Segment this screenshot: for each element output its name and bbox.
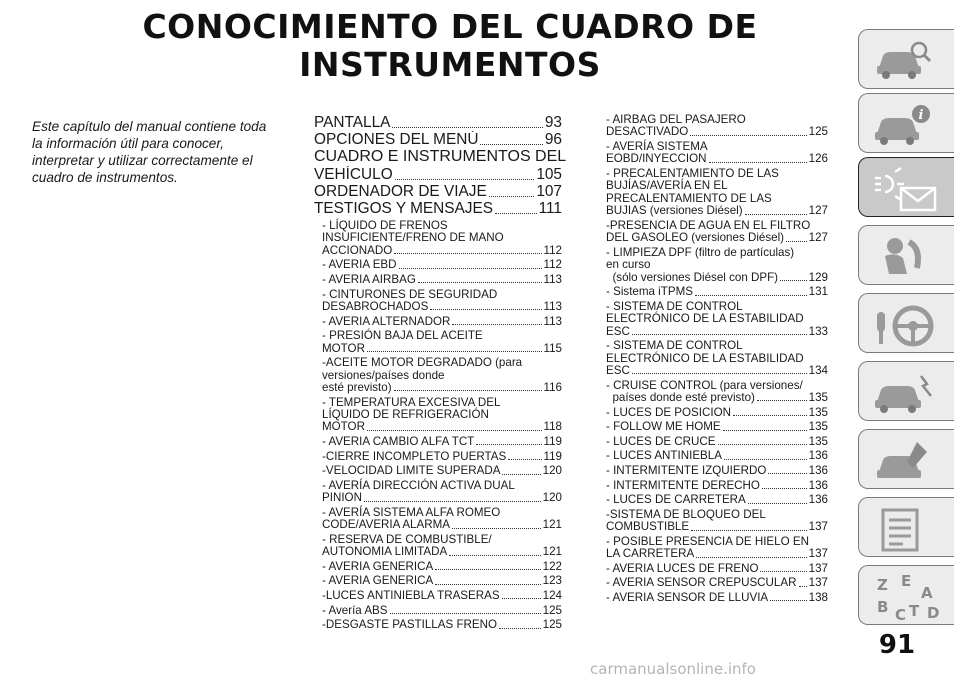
toc-page-number: 127 [808,232,828,245]
toc-entry-label: TESTIGOS Y MENSAJES [314,200,494,217]
toc-entry-label: - Sistema iTPMS [606,286,693,299]
dot-leader [632,373,807,374]
toc-entry-label: - LUCES DE CARRETERA [606,494,746,507]
toc-page-number: 113 [543,301,562,313]
title-line-1: CONOCIMIENTO DEL CUADRO DE [142,7,758,46]
toc-entry-label: COMBUSTIBLE [606,521,690,534]
dot-leader [760,571,806,572]
tab-index[interactable] [858,565,954,625]
toc-page-number: 135 [808,435,828,448]
toc-page-number: 135 [808,421,828,434]
toc-page-number: 136 [808,494,828,507]
tab-knowing-car[interactable] [858,29,954,89]
dot-leader [418,282,542,283]
intro-line: la información útil para conocer, [32,136,224,151]
toc-entry[interactable] [606,114,828,139]
toc-entry[interactable] [322,561,562,573]
svg-text:D: D [927,604,940,622]
toc-entry[interactable] [322,605,562,617]
toc-page-number: 96 [544,131,562,148]
toc-page-number: 135 [808,406,828,419]
toc-entry[interactable] [606,286,828,298]
dot-leader [502,474,540,475]
toc-entry-label: - AVERÍA CAMBIO ALFA TCT [322,436,475,448]
tab-emergency[interactable] [858,361,954,421]
toc-entry-text: - CINTURONES DE SEGURIDAD [322,287,498,301]
dot-leader [799,586,807,587]
toc-entry-text: BUJÍAS/AVERÍA EN EL [606,179,728,193]
toc-entry-label: -DESGASTE PASTILLAS FRENO [322,619,498,632]
toc-entry-label: - AVERÍA SENSOR DE LLUVIA [606,591,769,604]
toc-entry-label: -LUCES ANTINIEBLA TRASERAS [322,589,500,602]
dot-leader [780,280,807,281]
svg-text:E: E [901,574,912,590]
toc-entry-label: - INTERMITENTE DERECHO [606,479,760,492]
toc-entry[interactable] [606,465,828,477]
toc-page-number: 136 [808,465,828,477]
toc-entry-label: - AVERÍA ALTERNADOR [322,315,451,328]
toc-entry-label: CODE/AVERÍA ALARMA [322,519,450,532]
toc-page-number: 121 [542,519,562,532]
toc-entry[interactable] [606,480,828,492]
toc-subsections-2 [606,114,828,604]
toc-main-sections [314,114,567,217]
intro-line: Este capítulo del manual contiene toda [32,119,267,134]
toc-entry-label: VEHÍCULO [314,166,393,183]
dot-leader [430,309,541,310]
toc-entry-text: - SISTEMA DE CONTROL [606,339,743,353]
dot-leader [695,295,807,296]
dot-leader [718,444,807,445]
page-title [60,8,840,84]
toc-entry-text: - POSIBLE PRESENCIA DE HIELO EN [606,534,809,548]
car-info-icon [873,102,933,146]
toc-entry-text: en curso [606,258,651,272]
dot-leader [724,459,807,460]
toc-page-number: 133 [808,325,828,338]
toc-page-number: 125 [542,604,562,617]
toc-entry[interactable] [606,141,828,166]
toc-entry-text: INSUFICIENTE/FRENO DE MANO [322,231,504,245]
steering-key-icon [873,302,937,350]
svg-text:Z: Z [877,576,888,594]
toc-entry[interactable] [314,114,562,131]
dot-leader [709,162,807,163]
dot-leader [435,584,540,585]
dot-leader [757,400,807,401]
toc-entry-label: - LUCES DE CRUCE [606,435,716,448]
toc-page-number: 136 [808,450,828,463]
dot-leader [696,557,806,558]
dot-leader [768,473,806,474]
tab-dashboard[interactable] [858,157,954,217]
toc-entry-text: - AIRBAG DEL PASAJERO [606,113,746,126]
toc-entry-label: MOTOR [322,421,365,434]
car-search-icon [873,38,933,82]
toc-entry-text: - SISTEMA DE CONTROL [606,299,743,313]
toc-entry[interactable] [322,575,562,587]
toc-entry-text: - AVERÍA SISTEMA ALFA ROMEO [322,505,501,519]
toc-page-number: 127 [808,205,828,218]
dot-leader [395,179,535,180]
dashboard-lights-icon [873,166,939,214]
dot-leader [367,351,542,352]
toc-entry[interactable] [606,592,828,604]
toc-column-1 [314,114,567,634]
dot-leader [392,127,542,128]
toc-entry-label: MOTOR [322,342,365,355]
toc-page-number: 119 [543,450,562,463]
toc-page-number: 125 [808,126,828,139]
toc-entry-text: - PRESIÓN BAJA DEL ACEITE [322,329,483,343]
dot-leader [762,488,807,489]
toc-page-number: 137 [808,562,828,575]
intro-paragraph [32,118,304,186]
toc-page-number: 137 [808,521,828,534]
toc-entry-text: - LÍQUIDO DE FRENOS [322,219,448,232]
svg-text:T: T [909,602,920,620]
toc-entry[interactable] [606,168,828,218]
toc-entry[interactable] [606,220,828,245]
toc-entry[interactable] [322,330,562,355]
toc-page-number: 126 [808,153,828,166]
dot-leader [786,241,807,242]
toc-entry-label: esté previsto) [322,382,392,394]
toc-page-number: 131 [808,286,828,299]
toc-entry-text: - AVERÍA DIRECCIÓN ACTIVA DUAL [322,478,515,492]
toc-entry-label: (sólo versiones Diésel con DPF) [606,271,779,284]
toc-page-number: 134 [808,365,828,378]
toc-entry-label: DEL GASÓLEO (versiones Diésel) [606,232,785,245]
dot-leader [499,628,541,629]
toc-page-number: 137 [808,577,828,590]
dot-leader [508,459,541,460]
toc-page-number: 93 [544,114,562,131]
specifications-list-icon [873,506,933,554]
toc-page-number: 136 [808,479,828,492]
dot-leader [452,324,541,325]
toc-entry[interactable] [314,200,562,217]
tab-starting-driving[interactable] [858,293,954,353]
toc-entry[interactable] [314,148,567,183]
toc-entry[interactable] [322,316,562,328]
toc-page-number: 112 [543,244,562,257]
toc-page-number: 113 [543,315,562,328]
tab-maintenance[interactable] [858,429,954,489]
toc-entry[interactable] [322,397,562,434]
toc-entry[interactable] [322,436,562,448]
toc-entry-label: DESACTIVADO [606,126,689,139]
toc-page-number: 120 [542,465,562,478]
toc-entry-text: - AVERÍA SISTEMA [606,140,708,153]
toc-entry-label: DESABROCHADOS [322,301,429,313]
toc-entry-label: - AVERÍA LUCES DE FRENO [606,562,759,575]
toc-entry[interactable] [322,289,562,314]
toc-page-number: 138 [808,591,828,604]
toc-entry-label: ACCIONADO [322,244,393,257]
alphabetical-index-icon [873,574,943,626]
toc-page-number: 113 [543,274,562,286]
dot-leader [632,334,807,335]
toc-entry[interactable] [322,274,562,286]
toc-entry[interactable] [314,131,562,148]
dot-leader [489,196,535,197]
toc-entry[interactable] [322,259,562,271]
toc-entry-label: - AVERÍA AIRBAG [322,274,416,286]
toc-entry[interactable] [606,563,828,575]
toc-entry-label: - INTERMITENTE IZQUIERDO [606,465,767,477]
wrench-car-icon [873,438,933,486]
toc-entry[interactable] [606,421,828,433]
dot-leader [502,598,541,599]
dot-leader [390,613,541,614]
toc-entry-label: - FOLLOW ME HOME [606,421,721,434]
dot-leader [435,569,540,570]
car-crash-icon [873,370,933,418]
dot-leader [690,135,806,136]
toc-page-number: 111 [538,200,562,217]
toc-entry[interactable] [606,509,828,534]
toc-entry[interactable] [322,507,562,532]
toc-entry[interactable] [606,380,828,405]
svg-text:C: C [895,606,907,624]
toc-entry-text: PRECALENTAMIENTO DE LAS [606,191,772,205]
toc-page-number: 120 [542,492,562,505]
toc-entry-label: AUTONOMÍA LIMITADA [322,546,448,559]
page-number: 91 [878,630,916,660]
toc-column-2 [606,114,828,607]
toc-entry[interactable] [606,436,828,448]
dot-leader [394,390,542,391]
dot-leader [394,253,541,254]
toc-entry[interactable] [606,301,828,338]
toc-entry-text: - LIMPIEZA DPF (filtro de partículas) [606,245,795,259]
toc-entry-text: - PRECALENTAMIENTO DE LAS [606,167,779,180]
toc-entry[interactable] [606,340,828,377]
dot-leader [495,213,537,214]
toc-entry-label: EOBD/INYECCIÓN [606,153,707,166]
title-line-2: INSTRUMENTOS [299,45,601,84]
toc-entry-label: - AVERÍA GENÉRICA [322,575,434,588]
toc-page-number: 137 [808,548,828,561]
svg-text:A: A [921,584,933,602]
toc-page-number: 129 [808,271,828,284]
toc-entry-text: - RESERVA DE COMBUSTIBLE/ [322,532,492,546]
intro-line: interpretar y utilizar correctamente el [32,153,253,168]
toc-entry-label: PINION [322,492,362,505]
toc-entry-label: LA CARRETERA [606,548,695,561]
toc-page-number: 121 [542,546,562,559]
toc-entry[interactable] [322,465,562,477]
toc-entry-label: - AVERÍA GENÉRICA [322,560,434,573]
toc-entry-text: ELECTRÓNICO DE LA ESTABILIDAD [606,351,804,365]
toc-entry[interactable] [322,534,562,559]
dot-leader [399,268,542,269]
toc-page-number: 135 [808,392,828,405]
toc-page-number: 124 [542,589,562,602]
toc-entry[interactable] [606,407,828,419]
toc-entry[interactable] [314,183,562,200]
toc-entry-label: PANTALLA [314,114,391,131]
toc-page-number: 107 [536,183,562,200]
toc-entry-label: BUJÍAS (versiones Diésel) [606,205,743,218]
toc-entry[interactable] [322,590,562,602]
toc-entry-label: - AVERÍA SENSOR CREPUSCULAR [606,577,797,590]
dot-leader [748,503,807,504]
tab-safety-airbag[interactable] [858,225,954,285]
dot-leader [364,501,541,502]
toc-entry[interactable] [606,247,828,284]
toc-entry[interactable] [606,577,828,589]
tab-technical-data[interactable] [858,497,954,557]
toc-entry[interactable] [322,220,562,257]
toc-entry-label: - LUCES DE POSICIÓN [606,406,731,419]
toc-entry[interactable] [606,494,828,506]
toc-entry-label: -VELOCIDAD LÍMITE SUPERADA [322,465,501,478]
watermark: carmanualsonline.info [590,660,756,678]
dot-leader [770,600,807,601]
toc-entry[interactable] [322,357,562,394]
dot-leader [691,530,807,531]
toc-entry-label: ESC [606,365,630,378]
toc-entry[interactable] [322,619,562,631]
dot-leader [452,528,541,529]
toc-entry-text: -ACEITE MOTOR DEGRADADO (para [322,356,523,370]
svg-text:i: i [918,108,924,123]
dot-leader [367,430,542,431]
toc-page-number: 125 [542,619,562,632]
toc-entry-text: - CRUISE CONTROL (para versiones/ [606,378,803,392]
toc-entry-text: CUADRO E INSTRUMENTOS DEL [314,148,567,165]
toc-entry[interactable] [322,480,562,505]
toc-page-number: 115 [543,342,562,355]
toc-entry-label: países donde esté previsto) [606,392,755,405]
toc-page-number: 118 [543,421,562,434]
toc-entry-label: - LUCES ANTINIEBLA [606,450,722,463]
dot-leader [733,415,807,416]
dot-leader [449,555,540,556]
toc-entry-text: -SISTEMA DE BLOQUEO DEL [606,507,766,521]
tab-safety[interactable] [858,93,954,153]
toc-entry-label: ESC [606,325,630,338]
toc-entry-text: versiones/países donde [322,368,445,382]
toc-entry-text: -PRESENCIA DE AGUA EN EL FILTRO [606,218,811,232]
intro-line: cuadro de instrumentos. [32,170,178,185]
toc-page-number: 116 [543,382,562,394]
toc-entry-text: ELECTRÓNICO DE LA ESTABILIDAD [606,312,804,326]
dot-leader [480,144,542,145]
toc-entry-text: LÍQUIDO DE REFRIGERACIÓN [322,408,489,421]
toc-entry-label: - Avería ABS [322,604,388,617]
dot-leader [745,214,807,215]
toc-entry-label: OPCIONES DEL MENÚ [314,131,479,148]
toc-entry[interactable] [322,451,562,463]
toc-page-number: 123 [542,575,562,588]
dot-leader [723,430,807,431]
toc-entry-text: - TEMPERATURA EXCESIVA DEL [322,395,501,409]
svg-text:B: B [877,598,889,616]
toc-page-number: 105 [536,166,562,183]
airbag-seat-icon [873,234,933,282]
toc-entry-label: ORDENADOR DE VIAJE [314,183,487,200]
dot-leader [476,444,541,445]
toc-page-number: 112 [543,259,562,272]
toc-page-number: 119 [543,436,562,448]
toc-page-number: 122 [542,560,562,573]
toc-subsections-1 [314,220,562,632]
toc-entry[interactable] [606,536,828,561]
toc-entry-label: - AVERÍA EBD [322,259,397,272]
toc-entry-label: -CIERRE INCOMPLETO PUERTAS [322,450,507,463]
toc-entry[interactable] [606,450,828,462]
